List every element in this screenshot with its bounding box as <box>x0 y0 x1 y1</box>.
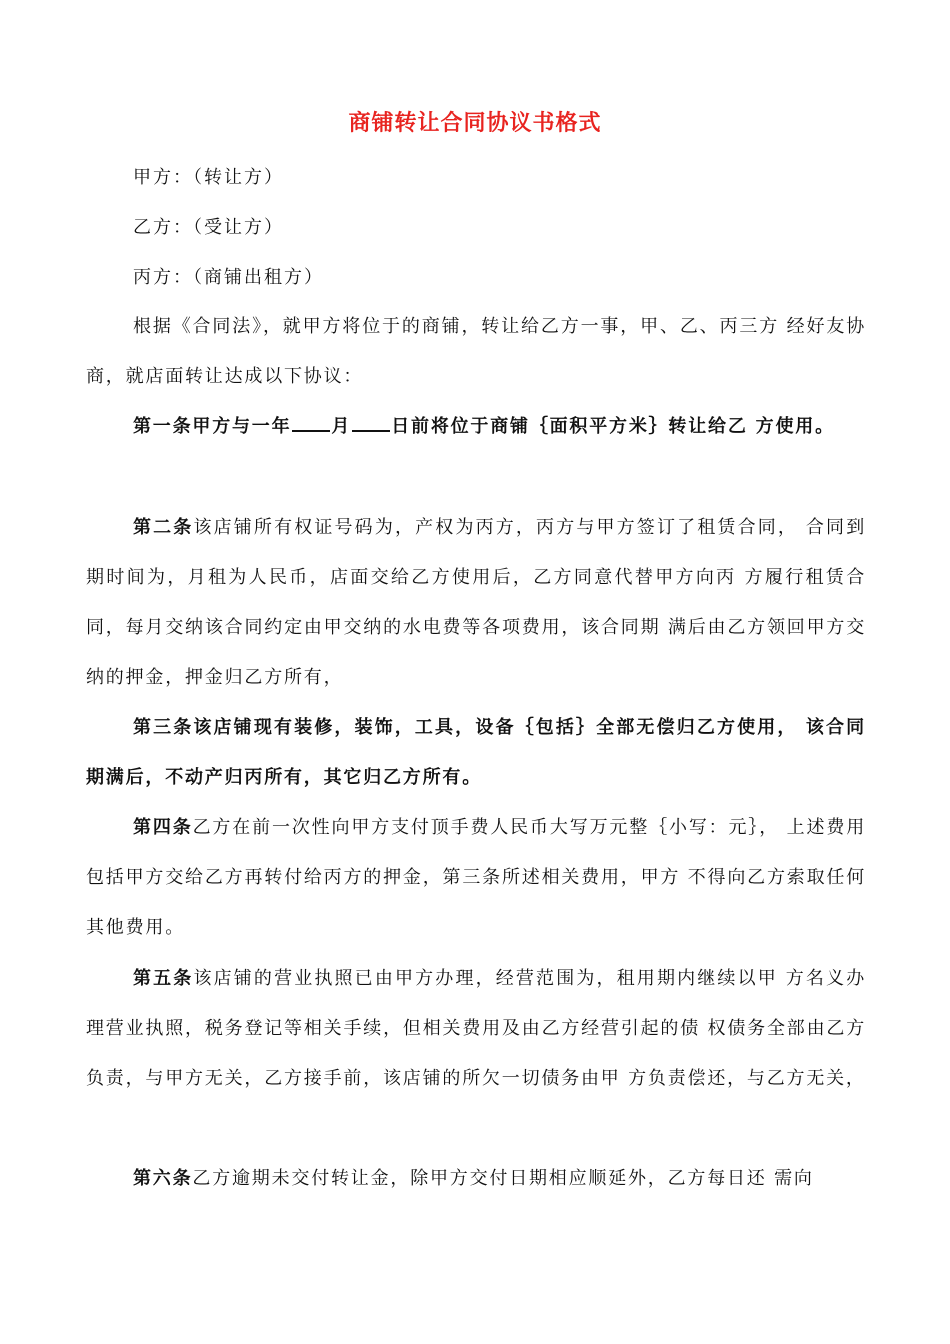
article-6 <box>86 1154 866 1204</box>
party-yi: 乙方：（受让方） <box>133 217 284 238</box>
article-5-label: 第五条 <box>133 968 194 989</box>
article-1 <box>86 402 866 452</box>
article-2-label: 第二条 <box>133 517 194 538</box>
document-title: 商铺转让合同协议书格式 <box>348 111 602 136</box>
article-4-text: 乙方在前一次性向甲方支付顶手费人民币大写万元整｛小写：元｝， 上述费用包括甲方交给乙方再转付给丙方的押金，第三条所述相关费用，甲方 不得向乙方索取任何其他费用。 <box>86 817 867 938</box>
blank-line <box>292 416 330 432</box>
article-5 <box>86 954 866 1104</box>
article-6-text: 乙方逾期未交付转让金，除甲方交付日期相应顺延外，乙方每日还 需向 <box>192 1168 814 1189</box>
intro-paragraph: 根据《合同法》，就甲方将位于的商铺，转让给乙方一事，甲、乙、丙三方 经好友协商，就店面转让达成以下协议： <box>86 316 866 387</box>
party-bing: 丙方：（商铺出租方） <box>133 267 324 288</box>
article-3 <box>86 703 866 803</box>
article-1-text-b: 月 <box>331 416 352 437</box>
party-jia: 甲方：（转让方） <box>133 167 284 188</box>
article-4-label: 第四条 <box>133 817 193 838</box>
article-2-text: 该店铺所有权证号码为，产权为丙方，丙方与甲方签订了租赁合同， 合同到期时间为，月租为人民币，店面交给乙方使用后，乙方同意代替甲方向丙 方履行租赁合同，每月交纳该合同约定由甲交纳的水电费等各项费用，该合同期 满后由乙方领回甲方交纳的押金，押金归乙方所有， <box>86 517 867 688</box>
article-1-text-a: 第一条甲方与一年 <box>133 416 292 437</box>
article-1-text-c: 日前将位于商铺｛面积平方米｝转让给乙 方使用。 <box>391 416 835 437</box>
article-2 <box>86 503 866 703</box>
article-3-text: 第三条该店铺现有装修，装饰，工具，设备｛包括｝全部无偿归乙方使用， 该合同期满后，不动产归丙所有，其它归乙方所有。 <box>86 717 866 788</box>
article-4 <box>86 803 866 953</box>
article-6-label: 第六条 <box>133 1168 193 1189</box>
blank-line <box>352 416 390 432</box>
article-5-text: 该店铺的营业执照已由甲方办理，经营范围为，租用期内继续以甲 方名义办理营业执照，税务登记等相关手续，但相关费用及由乙方经营引起的债 权债务全部由乙方负责，与甲方无关，乙方接手前，该店铺的所欠一切债务由甲 方负责偿还，与乙方无关， <box>86 968 867 1089</box>
